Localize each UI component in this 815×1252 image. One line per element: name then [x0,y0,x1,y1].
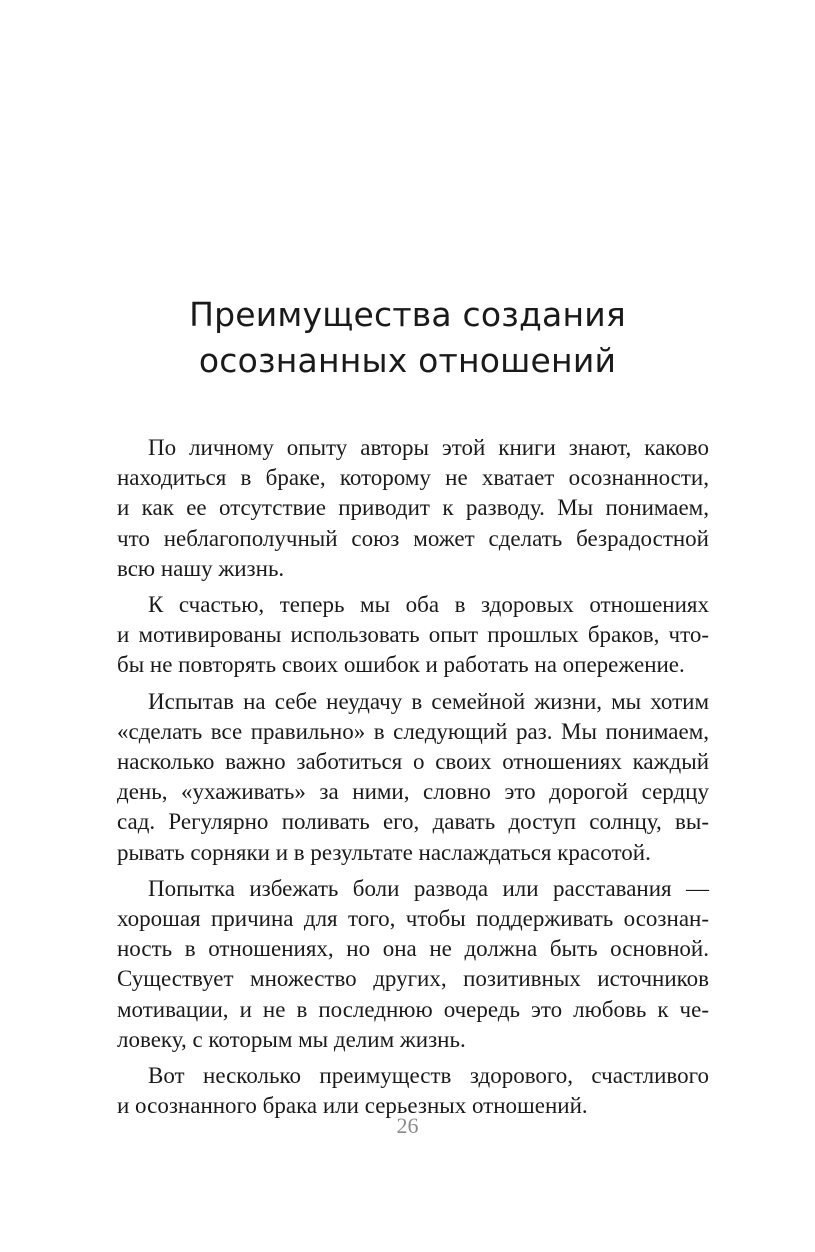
paragraph-2 [117,590,709,681]
text-line: хорошая причина для того, чтобы поддерживать осознан- [117,906,709,932]
text-line: всю нашу жизнь. [117,555,285,581]
text-line: сад. Регулярно поливать его, давать доступ солнцу, вы- [117,809,709,835]
text-line: рывать сорняки и в результате наслаждаться красотой. [117,839,651,865]
text-line: мотивации, и не в последнюю очередь это любовь к че- [117,996,709,1022]
paragraph-4 [117,874,709,1055]
text-line: и осознанного брака или серьезных отношений. [117,1093,588,1119]
text-line: и как ее отсутствие приводит к разводу. Мы понимаем, [117,495,709,521]
paragraph-1 [117,433,709,584]
text-line: «сделать все правильно» в следующий раз. Мы понимаем, [117,718,709,744]
text-line: бы не повторять своих ошибок и работать на опережение. [117,652,685,678]
text-line: Существует множество других, позитивных источников [117,966,709,992]
text-line: Попытка избежать боли развода или расставания — [148,875,709,901]
body-text [117,433,709,1121]
text-line: что неблагополучный союз может сделать безрадостной [117,525,709,551]
text-line: находиться в браке, которому не хватает осознанности, [117,465,709,491]
text-line: Вот несколько преимуществ здорового, счастливого [148,1063,709,1089]
text-line: насколько важно заботиться о своих отношениях каждый [117,749,709,775]
text-line: Испытав на себе неудачу в семейной жизни, мы хотим [148,688,709,714]
chapter-title-line-2: осознанных отношений [198,341,617,380]
paragraph-3 [117,687,709,868]
text-line: и мотивированы использовать опыт прошлых браков, что- [117,622,709,648]
page-number: 26 [396,1113,419,1138]
text-line: По личному опыту авторы этой книги знают, каково [148,435,709,460]
chapter-title-line-1: Преимущества создания [189,295,626,334]
text-line: ловеку, с которым мы делим жизнь. [117,1026,466,1052]
text-line: ность в отношениях, но она не должна быть основной. [117,936,709,962]
text-line: К счастью, теперь мы оба в здоровых отношениях [148,592,709,618]
text-line: день, «ухаживать» за ними, словно это дорогой сердцу [117,779,709,805]
chapter-title [0,292,815,384]
